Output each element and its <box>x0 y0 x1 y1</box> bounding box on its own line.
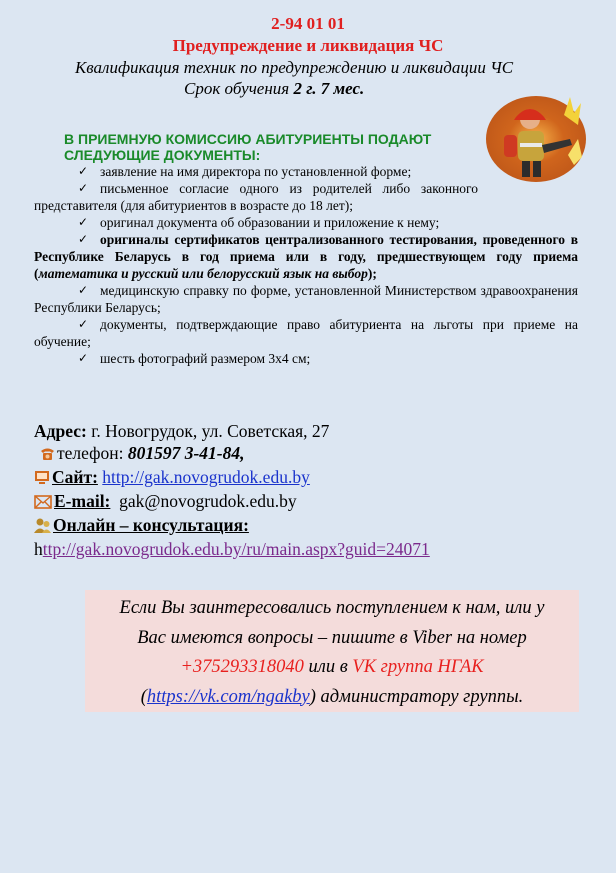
list-item: ✓ оригинал документа об образовании и приложение к нему; <box>78 215 440 230</box>
consult-link-prefix: h <box>34 539 43 559</box>
address-label: Адрес: <box>34 421 87 441</box>
phone-icon <box>40 444 55 466</box>
documents-heading-line1: В ПРИЕМНУЮ КОМИССИЮ АБИТУРИЕНТЫ ПОДАЮТ <box>64 131 432 147</box>
consult-row <box>34 514 430 538</box>
consult-link-row <box>34 538 430 560</box>
contacts-block <box>34 420 430 560</box>
documents-heading <box>64 131 484 163</box>
specialty-code: 2-94 01 01 <box>271 14 345 33</box>
phone-label: телефон: <box>57 443 128 463</box>
site-link[interactable]: http://gak.novogrudok.edu.by <box>102 467 310 487</box>
study-term-label: Срок обучения <box>184 79 294 98</box>
email-value[interactable]: gak@novogrudok.edu.by <box>119 491 297 511</box>
list-item: ✓ медицинскую справку по форме, установленной Министерством здравоохранения Республики Беларусь; <box>34 283 578 315</box>
study-term-value: 2 г. 7 мес. <box>293 79 365 98</box>
checkmark-icon: ✓ <box>78 164 89 178</box>
checkmark-icon: ✓ <box>78 215 89 229</box>
user-icon <box>34 516 51 538</box>
qualification: Квалификация техник по предупреждению и ликвидации ЧС <box>75 58 514 77</box>
documents-list <box>34 163 578 367</box>
study-term <box>184 79 364 99</box>
list-item: ✓ оригиналы сертификатов централизованного тестирования, проведенного в Республике Беларусь в год приема или в году, предшествующем году приема (математика и русский или белорусский язык на выбор); <box>34 232 578 281</box>
phone-value: 801597 3-41-84, <box>127 443 245 463</box>
consult-label: Онлайн – консультация: <box>53 515 249 535</box>
checkmark-icon: ✓ <box>78 283 89 297</box>
site-row <box>34 466 430 490</box>
checkmark-icon: ✓ <box>78 232 89 246</box>
viber-phone[interactable]: +375293318040 <box>180 657 304 677</box>
list-item: ✓ документы, подтверждающие право абитуриента на льготы при приеме на обучение; <box>34 317 578 349</box>
list-item: ✓ заявление на имя директора по установленной форме; <box>78 164 412 179</box>
address-row <box>34 420 430 442</box>
specialty-title: Предупреждение и ликвидация ЧС <box>172 36 444 55</box>
documents-heading-line2: СЛЕДУЮЩИЕ ДОКУМЕНТЫ: <box>64 147 261 163</box>
viber-line2: Вас имеются вопросы – пишите в Viber на номер <box>137 627 527 648</box>
computer-icon <box>34 468 50 490</box>
viber-line4: (https://vk.com/ngakby) администратору группы. <box>140 686 524 707</box>
viber-line1: Если Вы заинтересовались поступлением к нам, или у <box>119 598 545 618</box>
envelope-icon <box>34 492 52 514</box>
viber-callout <box>85 590 579 712</box>
email-label: E-mail: <box>54 491 111 511</box>
vk-link[interactable]: https://vk.com/ngakby <box>146 686 310 707</box>
email-row <box>34 490 430 514</box>
site-label: Сайт: <box>52 467 98 487</box>
viber-line3: +375293318040 или в VK группа НГАК <box>180 657 484 677</box>
list-item: ✓ шесть фотографий размером 3x4 см; <box>78 351 311 366</box>
checkmark-icon: ✓ <box>78 181 89 195</box>
vk-group-link[interactable]: VK группа НГАК <box>352 657 484 677</box>
checkmark-icon: ✓ <box>78 317 89 331</box>
list-item: ✓ письменное согласие одного из родителей либо законного представителя (для абитуриентов в возрасте до 18 лет); <box>34 181 478 213</box>
address-value: г. Новогрудок, ул. Советская, 27 <box>86 421 330 441</box>
checkmark-icon: ✓ <box>78 351 89 365</box>
phone-row <box>34 442 430 466</box>
consult-link[interactable]: ttp://gak.novogrudok.edu.by/ru/main.aspx?guid=24071 <box>42 539 430 559</box>
